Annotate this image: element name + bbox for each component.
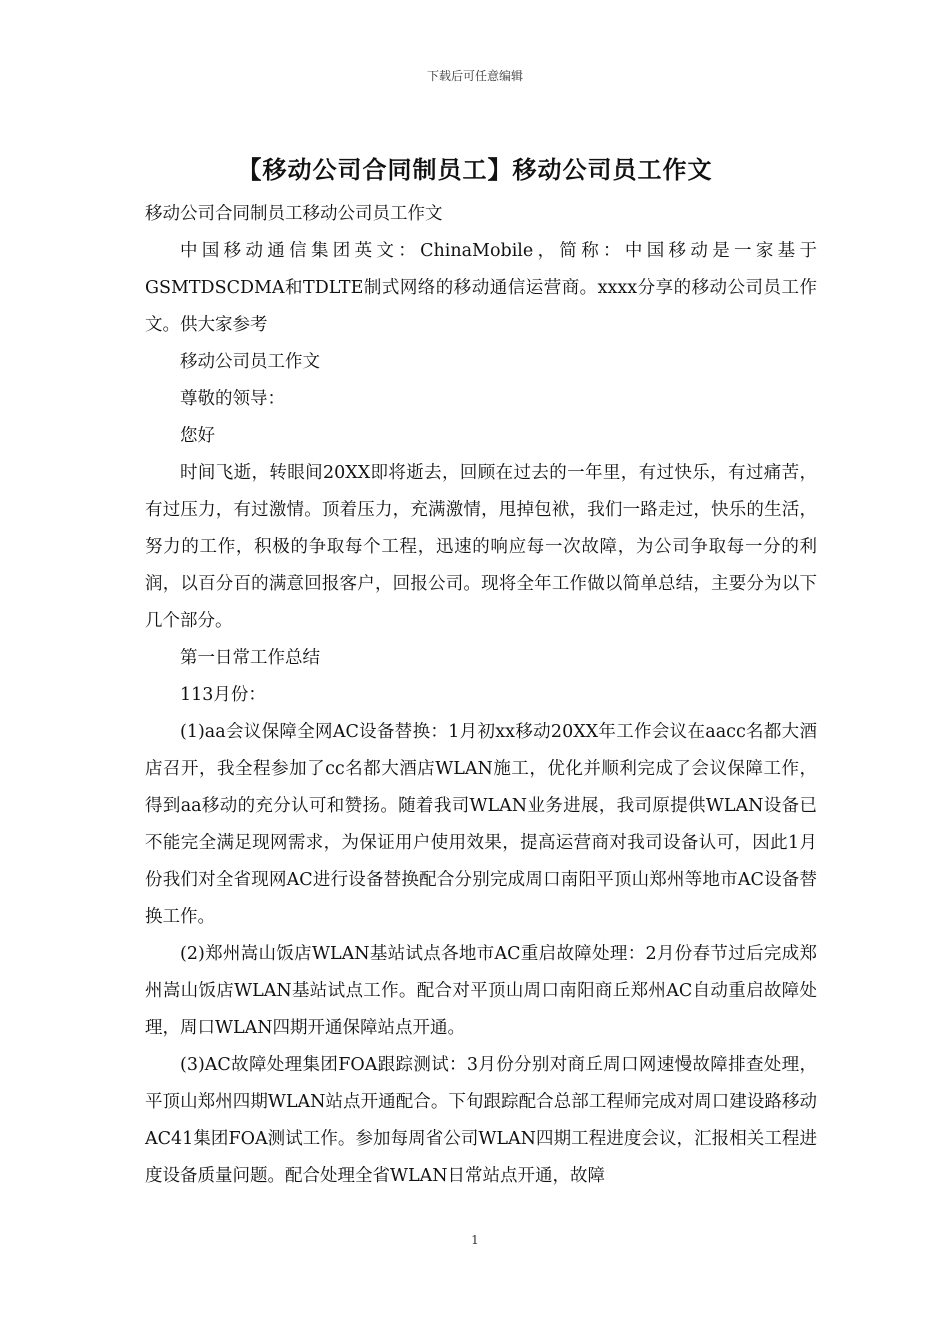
document-body bbox=[145, 196, 817, 1195]
paragraph-salutation: 尊敬的领导： bbox=[180, 389, 285, 409]
paragraph-month-heading: 113月份： bbox=[180, 685, 266, 705]
paragraph-item-1: (1)aa会议保障全网AC设备替换：1月初xx移动20XX年工作会议在aacc名都大酒店召开，我全程参加了cc名都大酒店WLAN施工，优化并顺利完成了会议保障工作，得到aa移动的充分认可和赞扬。随着我司WLAN业务进展，我司原提供WLAN设备已不能完全满足现网需求，为保证用户使用效果，提高运营商对我司设备认可，因此1月份我们对全省现网AC进行设备替换配合分别完成周口南阳平顶山郑州等地市AC设备替换工作。 bbox=[145, 722, 817, 927]
page-number: 1 bbox=[471, 1233, 479, 1247]
page-header: 下载后可任意编辑 bbox=[426, 69, 523, 83]
paragraph-section-heading: 第一日常工作总结 bbox=[180, 648, 320, 668]
document-subtitle: 移动公司合同制员工移动公司员工作文 bbox=[145, 204, 443, 224]
paragraph-intro: 中国移动通信集团英文：ChinaMobile，简称：中国移动是一家基于GSMTDSCDMA和TDLTE制式网络的移动通信运营商。xxxx分享的移动公司员工作文。供大家参考 bbox=[145, 241, 817, 335]
paragraph-item-2: (2)郑州嵩山饭店WLAN基站试点各地市AC重启故障处理：2月份春节过后完成郑州嵩山饭店WLAN基站试点工作。配合对平顶山周口南阳商丘郑州AC自动重启故障处理，周口WLAN四期开通保障站点开通。 bbox=[145, 944, 817, 1038]
paragraph-opening: 时间飞逝，转眼间20XX即将逝去，回顾在过去的一年里，有过快乐，有过痛苦，有过压力，有过激情。顶着压力，充满激情，甩掉包袱，我们一路走过，快乐的生活，努力的工作，积极的争取每个工程，迅速的响应每一次故障，为公司争取每一分的利润，以百分百的满意回报客户，回报公司。现将全年工作做以简单总结，主要分为以下几个部分。 bbox=[145, 463, 817, 631]
document-title: 【移动公司合同制员工】移动公司员工作文 bbox=[237, 155, 713, 184]
paragraph-greeting: 您好 bbox=[180, 426, 215, 446]
paragraph-essay-heading: 移动公司员工作文 bbox=[180, 352, 320, 372]
paragraph-item-3: (3)AC故障处理集团FOA跟踪测试：3月份分别对商丘周口网速慢故障排查处理，平顶山郑州四期WLAN站点开通配合。下旬跟踪配合总部工程师完成对周口建设路移动AC41集团FOA测试工作。参加每周省公司WLAN四期工程进度会议，汇报相关工程进度设备质量问题。配合处理全省WLAN日常站点开通，故障 bbox=[145, 1055, 817, 1186]
